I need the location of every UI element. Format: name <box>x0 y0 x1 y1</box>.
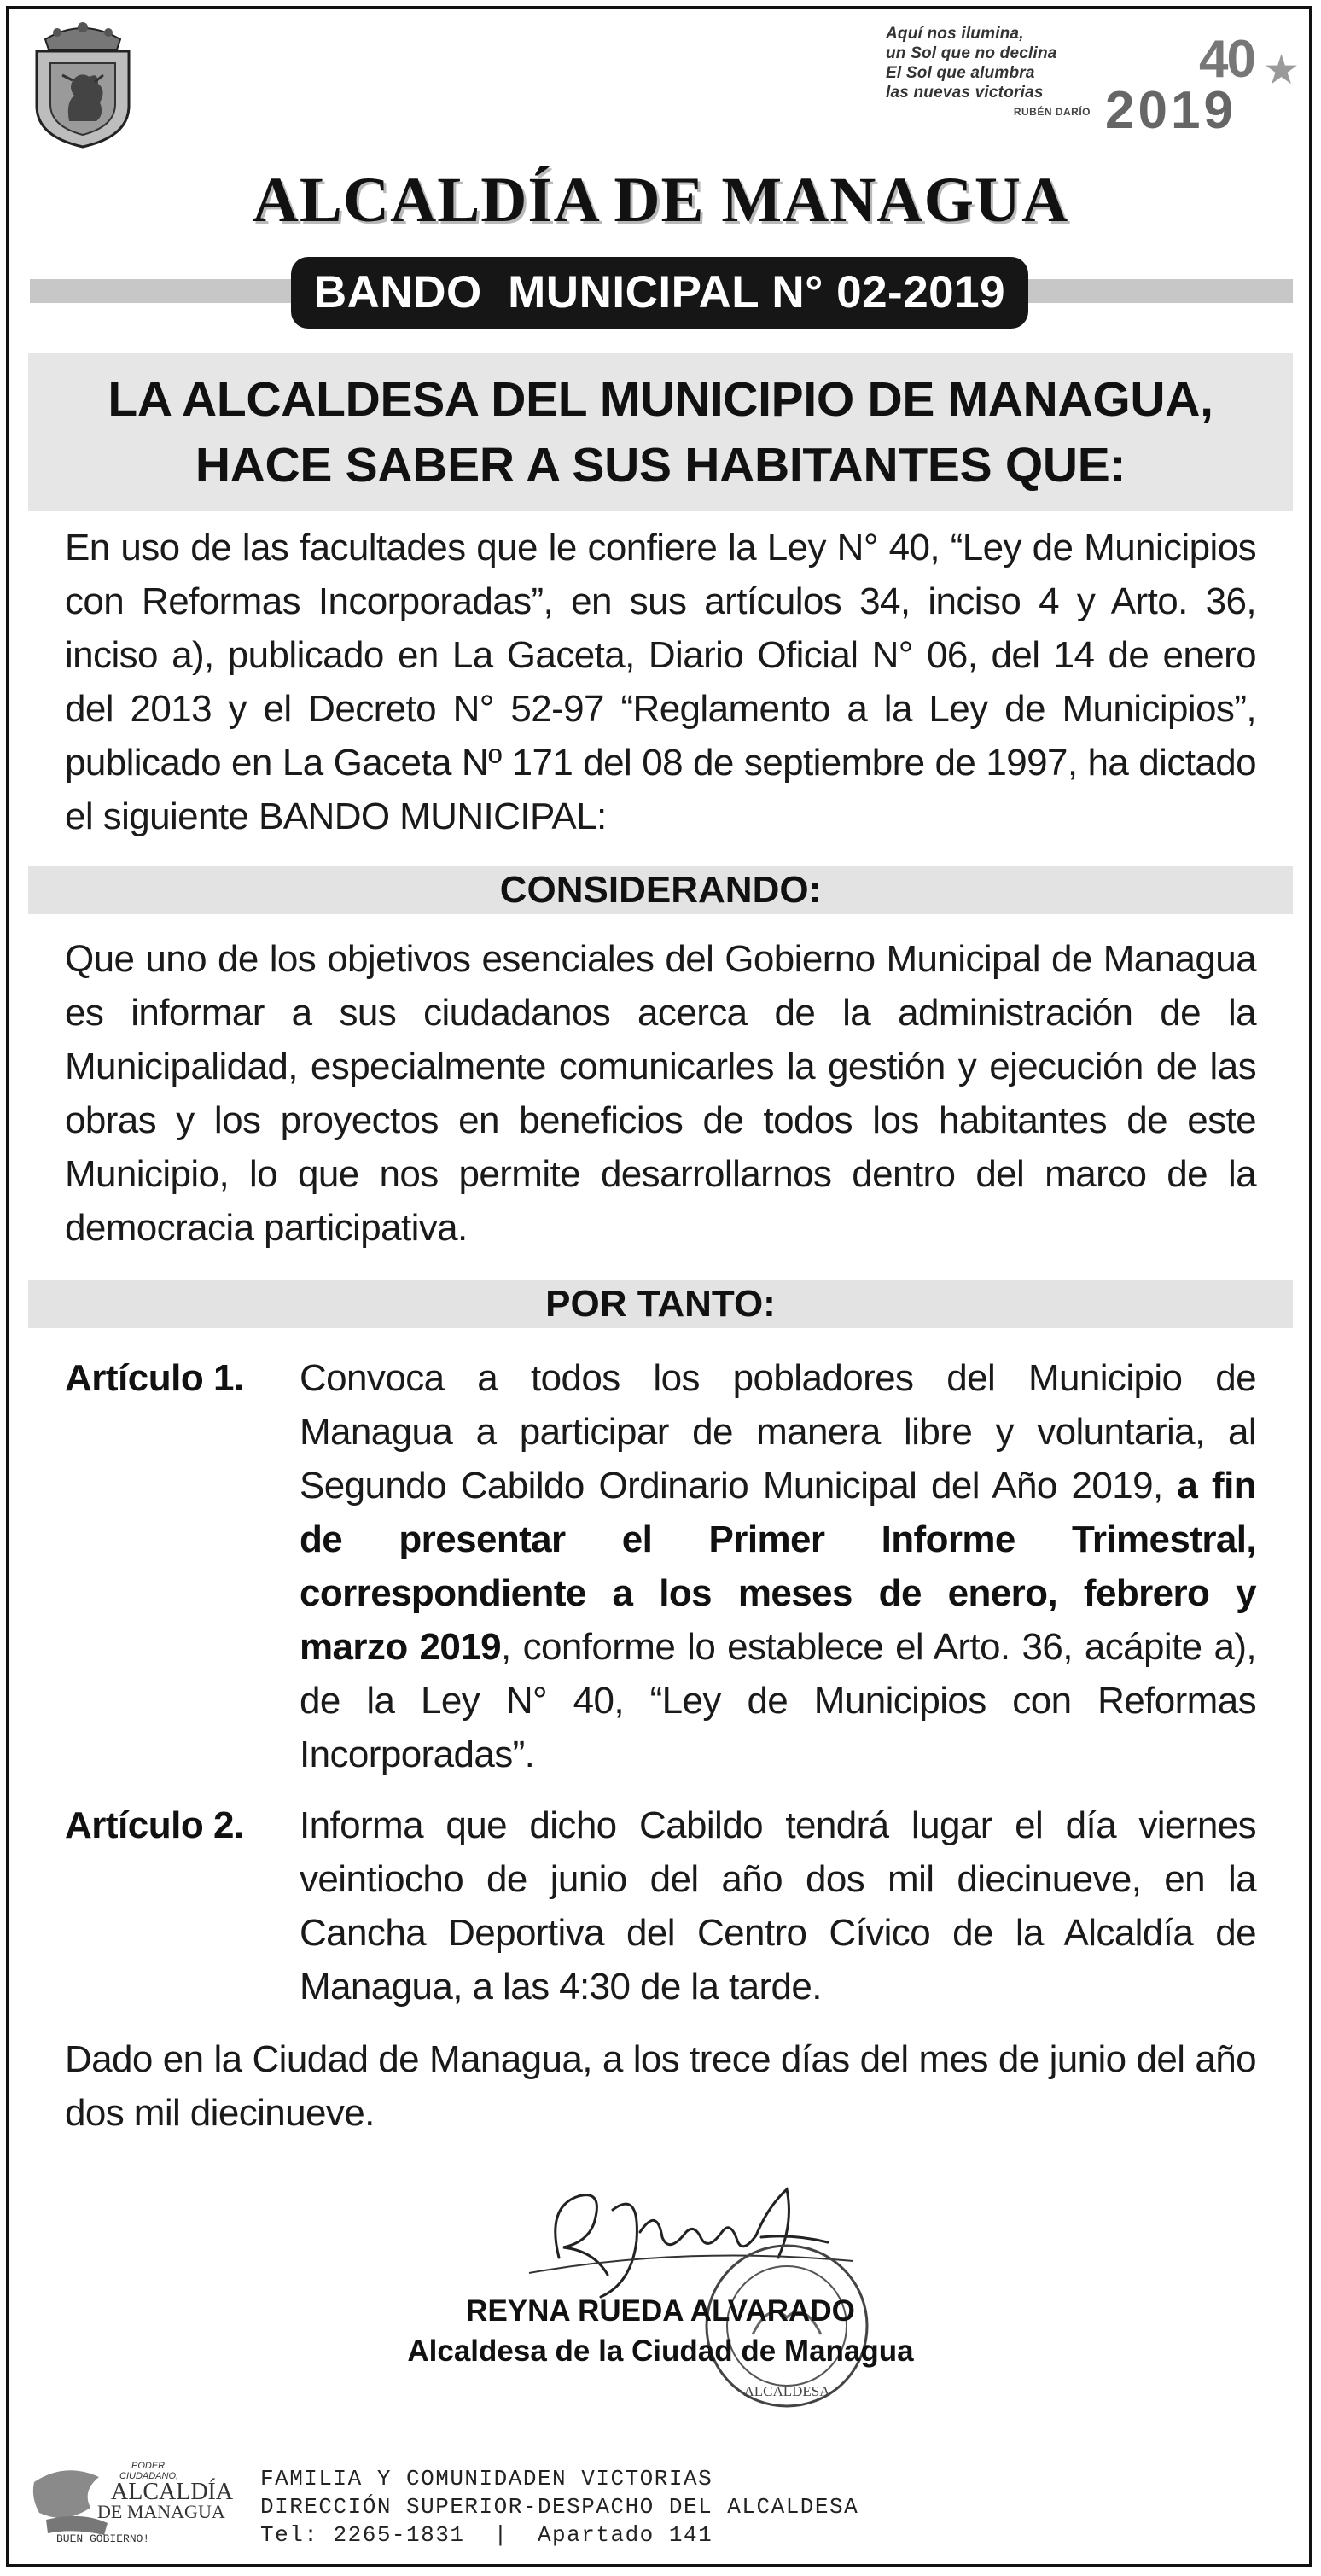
footer-line: DIRECCIÓN SUPERIOR-DESPACHO DEL ALCALDESA <box>260 2494 859 2520</box>
article-2-label: Artículo 2. <box>65 1804 244 1846</box>
proclamation-heading <box>28 367 1293 498</box>
anniversary-year: 2019 <box>1105 81 1237 140</box>
considerando-heading: CONSIDERANDO: <box>28 866 1293 914</box>
slogan-line: El Sol que alumbra <box>886 64 1035 82</box>
slogan-line: las nuevas victorias <box>886 84 1044 102</box>
footer-text <box>260 2465 858 2550</box>
intro-paragraph: En uso de las facultades que le confiere la Ley N° 40, “Ley de Municipios con Reformas Incorporadas”, en sus artículos 34, inciso 4 y Arto. 36, inciso a), publicado en La Gaceta, Diario Oficial N° 06, del 14 de enero del 2013 y el Decreto N° 52-97 “Reglamento a la Ley de Municipios”, publicado en La Gaceta Nº 171 del 08 de septiembre de 1997, ha dictado el siguiente BANDO MUNICIPAL: <box>65 527 1256 837</box>
svg-text:PODER: PODER <box>131 2461 166 2471</box>
article-1-text-bold: a fin de presentar el Primer Informe Trimestral, correspondiente a los meses de enero, febrero y marzo 2019 <box>300 1465 1257 1668</box>
anniversary-number: 40 <box>1199 30 1254 89</box>
bando-number-badge: BANDO MUNICIPAL N° 02-2019 <box>291 257 1028 329</box>
svg-text:DE MANAGUA: DE MANAGUA <box>97 2501 225 2522</box>
city-coat-of-arms-icon <box>28 20 137 149</box>
slogan-line: Aquí nos ilumina, <box>886 25 1024 43</box>
signer-name: REYNA RUEDA ALVARADO <box>466 2294 855 2328</box>
por-tanto-heading: POR TANTO: <box>28 1280 1293 1328</box>
heading-line: HACE SABER A SUS HABITANTES QUE: <box>195 438 1126 492</box>
star-icon: ★ <box>1263 48 1301 93</box>
alcaldia-footer-logo <box>31 2457 236 2550</box>
article-1-text-end: , conforme lo establece el Arto. 36, acápite a), de la Ley N° 40, “Ley de Municipios con Reformas Incorporadas”. <box>300 1626 1256 1775</box>
article-1-text-start: Convoca a todos los pobladores del Municipio de Managua a participar de manera libre y voluntaria, al Segundo Cabildo Ordinario Municipal del Año 2019, <box>300 1357 1256 1507</box>
article-1-label: Artículo 1. <box>65 1357 244 1399</box>
slogan-line: un Sol que no declina <box>886 44 1057 62</box>
svg-text:ALCALDÍA: ALCALDÍA <box>111 2479 234 2505</box>
signer-title: Alcaldesa de la Ciudad de Managua <box>407 2334 914 2368</box>
svg-text:BUEN GOBIERNO!: BUEN GOBIERNO! <box>56 2532 150 2545</box>
closing-paragraph: Dado en la Ciudad de Managua, a los trece días del mes de junio del año dos mil diecinueve. <box>65 2038 1256 2134</box>
footer-line: Tel: 2265-1831 | Apartado 141 <box>260 2522 713 2548</box>
footer-line: FAMILIA Y COMUNIDADEN VICTORIAS <box>260 2466 713 2491</box>
article-2-text: Informa que dicho Cabildo tendrá lugar el día viernes veintiocho de junio del año dos mil diecinueve, en la Cancha Deportiva del Centro Cívico de la Alcaldía de Managua, a las 4:30 de la tarde. <box>300 1804 1256 2008</box>
svg-text:CIUDADANO,: CIUDADANO, <box>119 2471 179 2481</box>
slogan-author: RUBÉN DARÍO <box>1013 106 1091 118</box>
anniversary-logo <box>1097 22 1301 140</box>
page-title: ALCALDÍA DE MANAGUA <box>252 165 1069 236</box>
svg-text:ALCALDESA: ALCALDESA <box>743 2383 830 2399</box>
heading-line: LA ALCALDESA DEL MUNICIPIO DE MANAGUA, <box>108 372 1213 427</box>
slogan-block <box>886 24 1091 118</box>
considerando-paragraph: Que uno de los objetivos esenciales del Gobierno Municipal de Managua es informar a sus ciudadanos acerca de la administración de la Municipalidad, especialmente comunicarles la gestión y ejecución de las obras y los proyectos en beneficios de todos los habitantes de este Municipio, lo que nos permite desarrollarnos dentro del marco de la democracia participativa. <box>65 938 1256 1249</box>
article-1-text <box>300 1351 1256 1781</box>
